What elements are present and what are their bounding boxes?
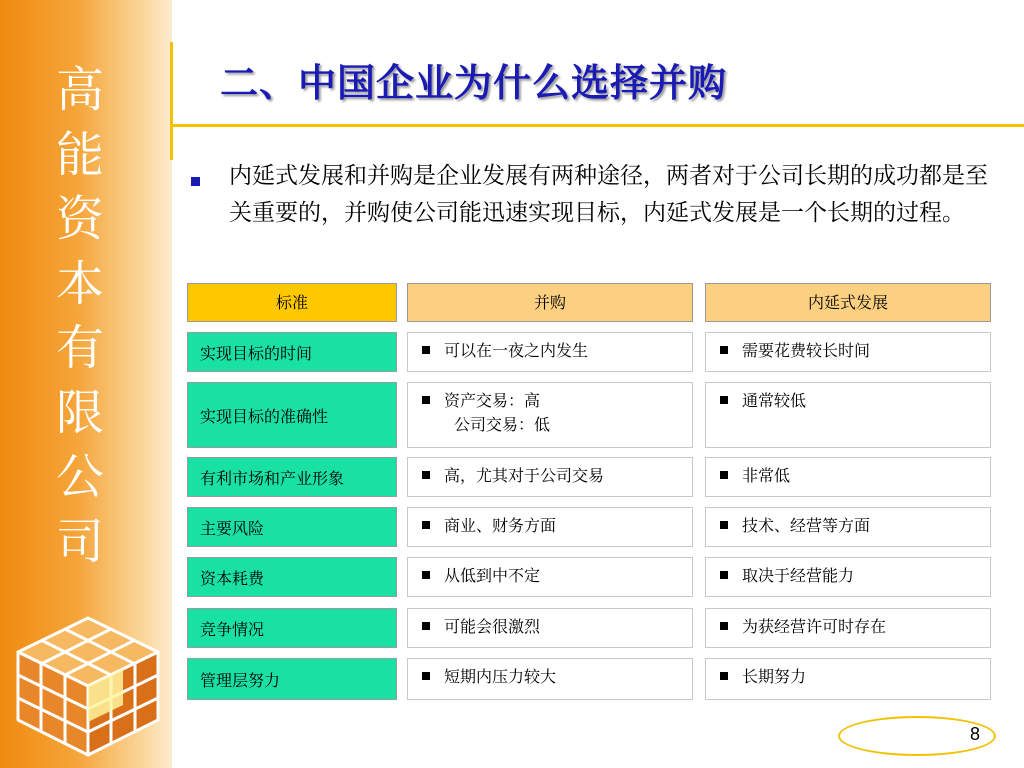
title-horizontal-rule: [172, 124, 1024, 127]
organic-cell: [705, 608, 991, 648]
organic-cell: [705, 507, 991, 547]
organic-value: 非常低: [742, 466, 791, 485]
criterion-cell: [187, 332, 397, 372]
header-criterion: 标准: [187, 283, 397, 322]
bullet-square-icon: [422, 346, 430, 354]
bullet-square-icon: [422, 672, 430, 680]
organic-cell: [705, 658, 991, 700]
left-banner: [0, 0, 172, 768]
organic-cell: [705, 457, 991, 497]
organic-cell: [705, 557, 991, 597]
organic-cell: [705, 332, 991, 372]
header-organic: 内延式发展: [705, 283, 991, 322]
intro-paragraph: 内延式发展和并购是企业发展有两种途径，两者对于公司长期的成功都是至关重要的，并购使公司能迅速实现目标，内延式发展是一个长期的过程。: [229, 163, 988, 226]
bullet-square-icon: [720, 346, 728, 354]
criterion-cell: [187, 457, 397, 497]
ma-cell: [407, 457, 693, 497]
organic-value: 需要花费较长时间: [742, 341, 871, 360]
bullet-square-icon: [720, 521, 728, 529]
ma-cell: [407, 557, 693, 597]
ma-cell: [407, 507, 693, 547]
bullet-square-icon: [422, 521, 430, 529]
criterion-label: 实现目标的准确性: [200, 406, 329, 426]
criterion-cell: [187, 507, 397, 547]
criterion-label: 主要风险: [200, 518, 265, 538]
ma-value: 可以在一夜之内发生: [444, 341, 589, 360]
title-vertical-rule: [170, 42, 173, 160]
organic-value: 为获经营许可时存在: [742, 617, 887, 636]
ma-value: 高，尤其对于公司交易: [444, 466, 605, 485]
organic-cell: [705, 382, 991, 448]
page-number: 8: [970, 724, 981, 744]
slide-title: 二、中国企业为什么选择并购: [220, 61, 728, 105]
bullet-square-icon: [422, 622, 430, 630]
bullet-square-icon: [422, 396, 430, 404]
bullet-square-icon: [720, 471, 728, 479]
bullet-square-icon: [720, 672, 728, 680]
criterion-cell: [187, 658, 397, 700]
criterion-label: 竞争情况: [200, 619, 265, 639]
organic-value: 技术、经营等方面: [742, 516, 871, 535]
bullet-square-icon: [720, 571, 728, 579]
criterion-label: 资本耗费: [200, 568, 265, 588]
bullet-square-icon: [720, 622, 728, 630]
ma-value: 商业、财务方面: [444, 516, 557, 535]
ma-cell: [407, 332, 693, 372]
company-name: 高能资本有限公司: [55, 62, 104, 570]
ma-value: 从低到中不定: [444, 566, 541, 585]
ma-cell: [407, 658, 693, 700]
organic-value: 通常较低: [742, 391, 807, 410]
header-ma: 并购: [407, 283, 693, 322]
cube-logo-icon: [8, 610, 168, 760]
ma-value: 短期内压力较大: [444, 667, 557, 686]
ma-cell: [407, 382, 693, 448]
criterion-cell: [187, 608, 397, 648]
criterion-cell: [187, 382, 397, 448]
criterion-label: 管理层努力: [200, 670, 281, 690]
bullet-square-icon: [720, 396, 728, 404]
ma-value: 资产交易：高: [444, 391, 541, 410]
ma-value: 公司交易：低: [454, 415, 551, 434]
ma-value: 可能会很激烈: [444, 617, 541, 636]
criterion-cell: [187, 557, 397, 597]
bullet-square-icon: [422, 471, 430, 479]
criterion-label: 有利市场和产业形象: [200, 468, 345, 488]
organic-value: 长期努力: [742, 667, 807, 686]
criterion-label: 实现目标的时间: [200, 343, 313, 363]
bullet-square-icon: [422, 571, 430, 579]
ma-cell: [407, 608, 693, 648]
organic-value: 取决于经营能力: [742, 566, 855, 585]
bullet-square-icon: [191, 177, 200, 186]
